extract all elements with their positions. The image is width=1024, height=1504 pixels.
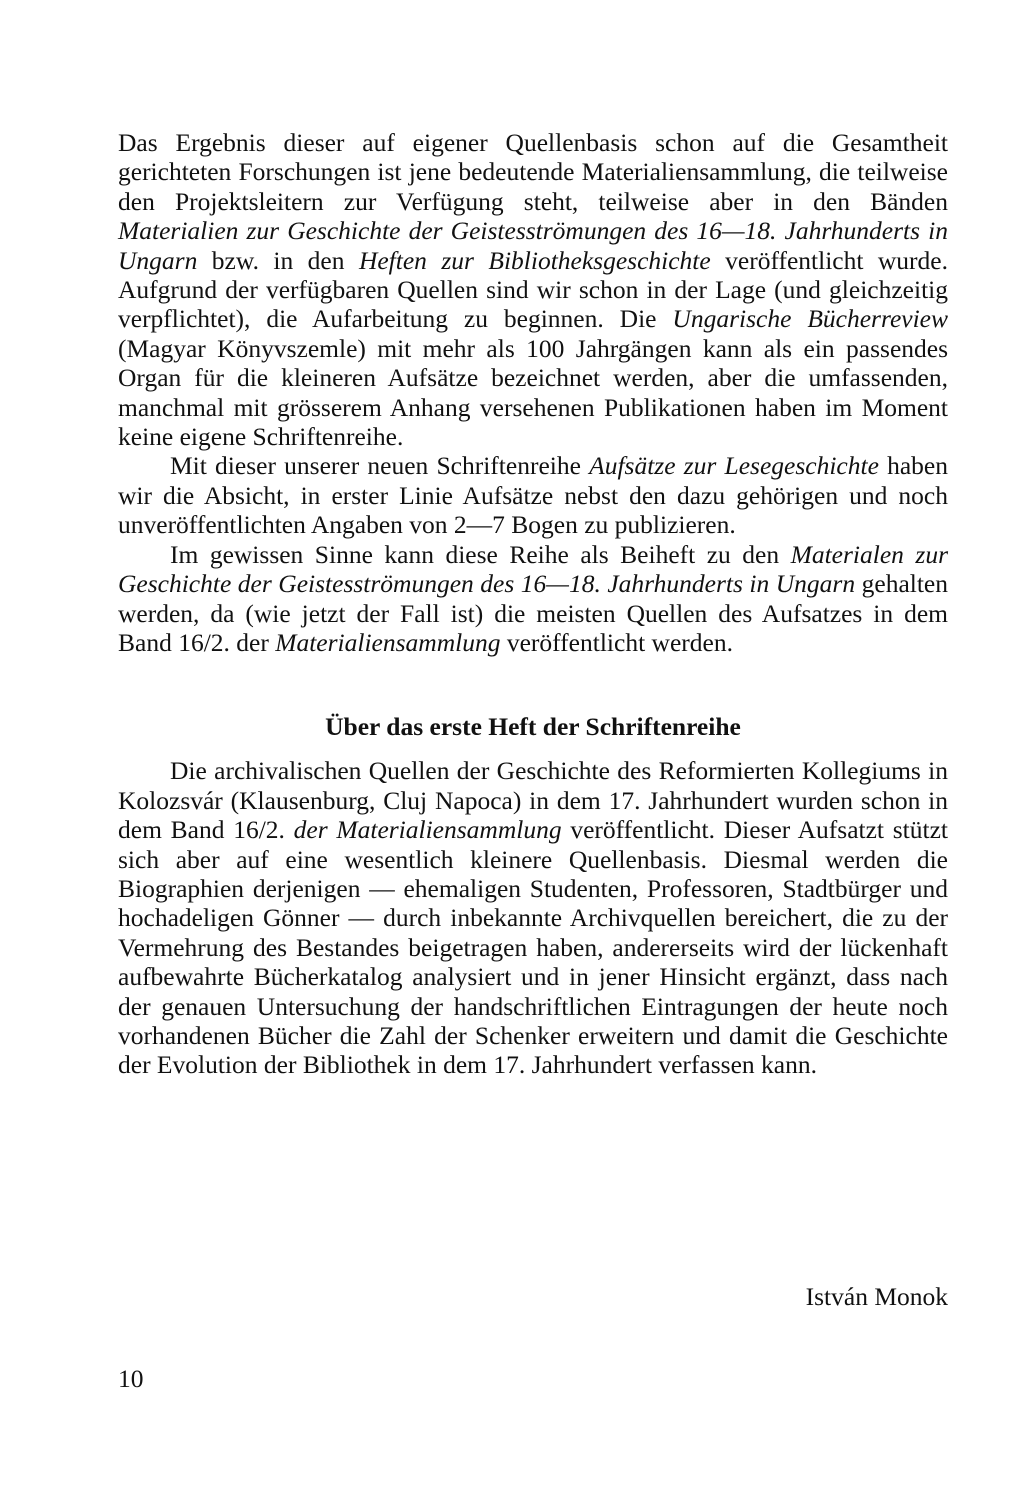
italic-title: Ungarische Bücherreview [672,304,948,334]
text-segment: Im gewissen Sinne kann diese Reihe als Beiheft zu den [170,539,791,569]
text-segment: veröffentlicht werden. [500,627,733,657]
italic-title: Aufsätze zur Lesegeschichte [589,451,879,481]
paragraph-series-intent [118,451,948,539]
text-segment: haben wir die Absicht, in erster Linie Aufsätze nebst den dazu gehörigen und noch unveröffentlichten Angaben von 2—7 Bogen zu publizieren. [118,451,948,540]
paragraph-intro [118,128,948,451]
text-segment: gehalten werden, da (wie jetzt der Fall ist) die meisten Quellen des Aufsatzes in dem Band 16/2. der [118,569,948,657]
author-signature: István Monok [805,1282,948,1311]
italic-title: Materialen zur Geschichte der Geistesströmungen des 16—18. Jahrhunderts in Ungarn [118,539,948,599]
italic-title: Materialiensammlung [275,627,501,657]
page-number: 10 [118,1364,144,1393]
italic-title: Materialien zur Geschichte der Geistesströmungen des 16—18. Jahrhunderts in Ungarn [118,216,948,275]
page-body [118,128,948,1080]
text-segment: veröffentlicht. Dieser Aufsatzt stützt sich aber auf eine wesentlich kleinere Quellenbasis. Diesmal werden die Biographien derjenigen — ehemaligen Studenten, Professoren, Stadtbürger und hochadeligen Gönner — durch inbekannte Archivquellen bereichert, die zu der Vermehrung des Bestandes beigetragen haben, andererseits wird der lückenhaft aufbewahrte Bücherkatalog analysiert und in jener Hinsicht ergänzt, dass nach der genauen Untersuchung der handschriftlichen Eintragungen der heute noch vorhandenen Bücher die Zahl der Schenker erweitern und damit die Geschichte der Evolution der Bibliothek in dem 17. Jahrhundert verfassen kann. [118,815,948,1080]
text-segment: bzw. in den [197,245,359,275]
paragraph-series-supplement [118,540,948,658]
text-segment: Das Ergebnis dieser auf eigener Quellenbasis schon auf die Gesamtheit gerichteten Forschungen ist jene bedeutende Materialiensammlung, die teilweise den Projektsleitern zur Verfügung steht, teilweise aber in den Bänden [118,128,948,216]
italic-title: der Materialiensammlung [293,815,562,845]
text-segment: (Magyar Könyvszemle) mit mehr als 100 Jahrgängen kann als ein passendes Organ für die kleineren Aufsätze bezeichnet werden, aber die umfassenden, manchmal mit grösserem Anhang versehenen Publikationen haben im Moment keine eigene Schriftenreihe. [118,333,948,452]
section-heading: Über das erste Heft der Schriftenreihe [325,712,741,742]
text-segment: Mit dieser unserer neuen Schriftenreihe [170,451,590,481]
text-segment: Die archivalischen Quellen der Geschichte des Reformierten Kollegiums in Kolozsvár (Klausenburg, Cluj Napoca) in dem 17. Jahrhundert wurden schon in dem Band 16/2. [118,756,948,845]
paragraph-first-issue [118,756,948,1079]
italic-title: Heften zur Bibliotheksgeschichte [358,245,711,275]
text-segment: veröffentlicht wurde. Aufgrund der verfügbaren Quellen sind wir schon in der Lage (und gleichzeitig verpflichtet), die Aufarbeitung zu beginnen. Die [118,245,948,334]
